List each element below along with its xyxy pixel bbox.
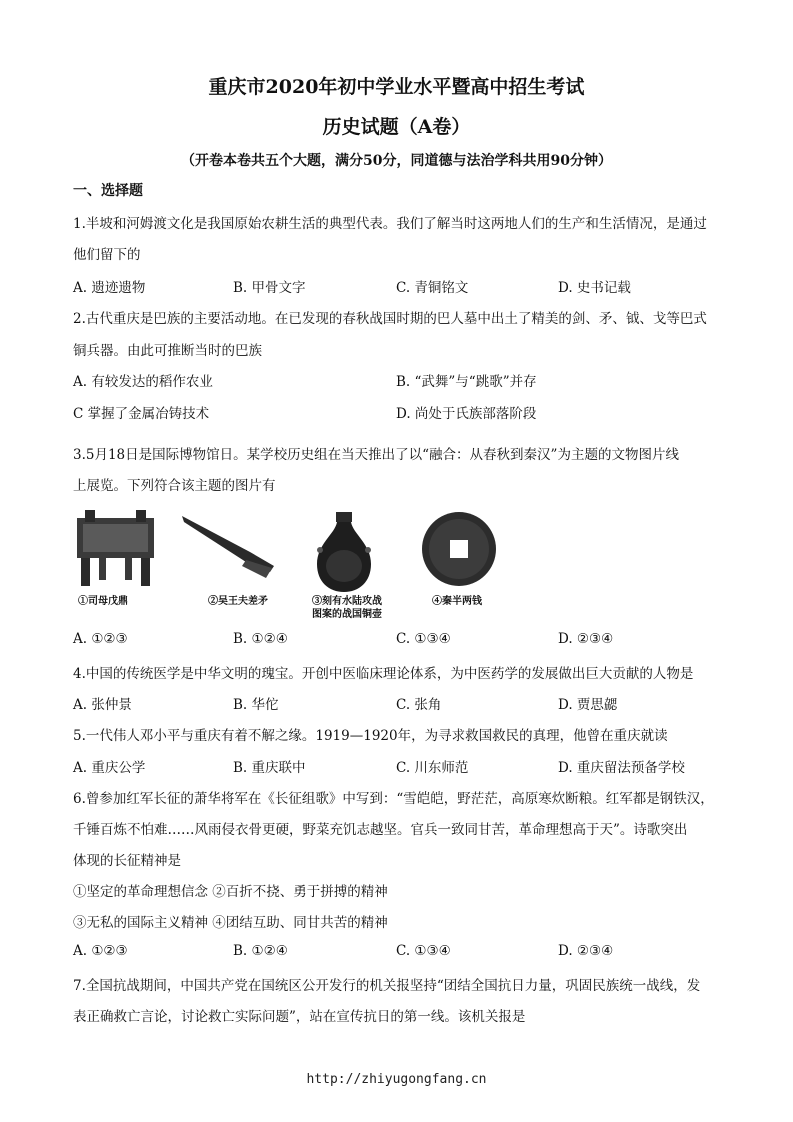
- q2-stem-line2: 铜兵器。由此可推断当时的巴族: [73, 343, 262, 359]
- q2-option-c: C 掌握了金属冶铸技术: [73, 406, 210, 422]
- q1-option-d: D. 史书记载: [558, 280, 631, 296]
- q3-option-b: B. ①②④: [233, 631, 288, 647]
- q6-option-a: A. ①②③: [73, 943, 128, 959]
- q6-stem-line1: 6.曾参加红军长征的萧华将军在《长征组歌》中写到：“雪皑皑，野茫茫，高原寒炊断粮。红军都是钢铁汉，: [73, 791, 714, 807]
- q4-option-d: D. 贾思勰: [558, 697, 618, 713]
- exam-note: （开卷本卷共五个大题，满分50分，同道德与法治学科共用90分钟）: [181, 153, 612, 169]
- q4-option-a: A. 张仲景: [73, 697, 132, 713]
- q1-stem-line2: 他们留下的: [73, 247, 141, 263]
- q2-option-d: D. 尚处于氏族部落阶段: [396, 406, 537, 422]
- bronze-pot-image: [313, 510, 375, 594]
- q2-option-a: A. 有较发达的稻作农业: [73, 374, 213, 390]
- q4-stem-line1: 4.中国的传统医学是中华文明的瑰宝。开创中医临床理论体系，为中医药学的发展做出巨大贡献的人物是: [73, 666, 694, 682]
- q5-stem-line1: 5.一代伟人邓小平与重庆有着不解之缘。1919—1920年，为寻求救国救民的真理，他曾在重庆就读: [73, 728, 668, 744]
- exam-subtitle: 历史试题（A卷）: [322, 116, 471, 138]
- caption-pot-line2: 图案的战国铜壶: [312, 609, 382, 620]
- q2-stem-line1: 2.古代重庆是巴族的主要活动地。在已发现的春秋战国时期的巴人墓中出土了精美的剑、矛、钺、戈等巴式: [73, 311, 707, 327]
- q5-option-a: A. 重庆公学: [73, 760, 146, 776]
- q7-stem-line2: 表正确救亡言论，讨论救亡实际问题”，站在宣传抗日的第一线。该机关报是: [73, 1009, 526, 1025]
- q5-option-d: D. 重庆留法预备学校: [558, 760, 685, 776]
- section-heading: 一、选择题: [73, 183, 143, 199]
- spear-image: [180, 510, 278, 588]
- ding-vessel-image: [73, 510, 158, 588]
- footer-url: http://zhiyugongfang.cn: [306, 1072, 487, 1087]
- caption-pot-line1: ③刻有水陆攻战: [312, 596, 382, 607]
- q4-option-c: C. 张角: [396, 697, 442, 713]
- q4-option-b: B. 华佗: [233, 697, 279, 713]
- q6-stem-line2: 千锤百炼不怕难……风雨侵衣骨更硬，野菜充饥志越坚。官兵一致同甘苦，革命理想高于天”。诗歌突出: [73, 822, 688, 838]
- q1-option-c: C. 青铜铭文: [396, 280, 469, 296]
- q6-statement-1-2: ①坚定的革命理想信念 ②百折不挠、勇于拼搏的精神: [73, 884, 388, 900]
- caption-coin: ④秦半两钱: [432, 596, 482, 607]
- caption-ding: ①司母戊鼎: [78, 596, 128, 607]
- q1-stem-line1: 1.半坡和河姆渡文化是我国原始农耕生活的典型代表。我们了解当时这两地人们的生产和生活情况，是通过: [73, 216, 707, 232]
- q6-option-c: C. ①③④: [396, 943, 451, 959]
- q6-option-d: D. ②③④: [558, 943, 614, 959]
- q5-option-c: C. 川东师范: [396, 760, 469, 776]
- q3-option-c: C. ①③④: [396, 631, 451, 647]
- q7-stem-line1: 7.全国抗战期间，中国共产党在国统区公开发行的机关报坚持“团结全国抗日力量，巩固民族统一战线，发: [73, 978, 701, 994]
- q3-stem-line1: 3.5月18日是国际博物馆日。某学校历史组在当天推出了以“融合：从春秋到秦汉”为主题的文物图片线: [73, 447, 679, 463]
- q6-stem-line3: 体现的长征精神是: [73, 853, 181, 869]
- exam-title: 重庆市2020年初中学业水平暨高中招生考试: [208, 76, 585, 98]
- q1-option-a: A. 遗迹遗物: [73, 280, 146, 296]
- caption-spear: ②吴王夫差矛: [208, 596, 268, 607]
- q6-statement-3-4: ③无私的国际主义精神 ④团结互助、同甘共苦的精神: [73, 915, 388, 931]
- q5-option-b: B. 重庆联中: [233, 760, 306, 776]
- q2-option-b: B. “武舞”与“跳歌”并存: [396, 374, 537, 390]
- q3-option-d: D. ②③④: [558, 631, 614, 647]
- q3-stem-line2: 上展览。下列符合该主题的图片有: [73, 478, 276, 494]
- q1-option-b: B. 甲骨文字: [233, 280, 306, 296]
- banliang-coin-image: [420, 510, 498, 588]
- q6-option-b: B. ①②④: [233, 943, 288, 959]
- q3-option-a: A. ①②③: [73, 631, 128, 647]
